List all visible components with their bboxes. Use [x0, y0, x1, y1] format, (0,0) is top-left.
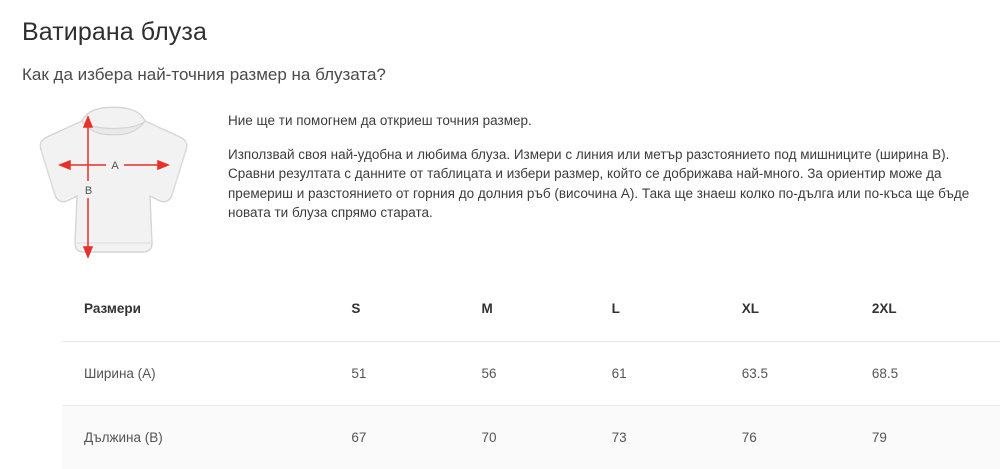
cell-length-s: 67: [351, 405, 481, 469]
header-cell-xl: XL: [742, 277, 872, 341]
row-label-width: Ширина (A): [62, 341, 351, 405]
header-cell-2xl: 2XL: [872, 277, 1000, 341]
header-cell-s: S: [351, 277, 481, 341]
cell-width-2xl: 68.5: [872, 341, 1000, 405]
header-cell-m: M: [482, 277, 612, 341]
header-cell-measure: Размери: [62, 277, 351, 341]
cell-length-l: 73: [612, 405, 742, 469]
sweatshirt-icon: [20, 103, 210, 263]
size-table-body: [62, 341, 1000, 469]
table-row: [62, 341, 1000, 405]
size-table: [62, 277, 1000, 469]
sweatshirt-diagram: [20, 103, 210, 263]
diagram-label-a: A: [111, 160, 119, 172]
cell-width-l: 61: [612, 341, 742, 405]
table-row: [62, 405, 1000, 469]
cell-width-m: 56: [482, 341, 612, 405]
cell-length-2xl: 79: [872, 405, 1000, 469]
intro-paragraph-2: Използвай своя най-удобна и любима блуза. Измери с линия или метър разстоянието под мишниците (ширина B). Сравни резултата с данните от таблицата и избери размер, който се добрижава най-много. За ориентир може да премериш и разстоянието от горния до долния ръб (височина A). Така ще знаеш колко по-дълга или по-къса ще бъде новата ти блуза спрямо старата.: [228, 146, 970, 221]
intro-section: [20, 103, 980, 263]
cell-width-s: 51: [351, 341, 481, 405]
page-title: Ватирана блуза: [22, 18, 207, 46]
header-cell-l: L: [612, 277, 742, 341]
diagram-label-b: B: [84, 185, 93, 197]
row-label-length: Дължина (B): [62, 405, 351, 469]
size-table-head: [62, 277, 1000, 341]
intro-text: [210, 103, 980, 223]
cell-width-xl: 63.5: [742, 341, 872, 405]
page-subtitle: Как да избера най-точния размер на блузата?: [22, 65, 386, 84]
table-header-row: [62, 277, 1000, 341]
cell-length-m: 70: [482, 405, 612, 469]
intro-paragraph-1: Ние ще ти помогнем да откриеш точния размер.: [228, 113, 532, 128]
cell-length-xl: 76: [742, 405, 872, 469]
